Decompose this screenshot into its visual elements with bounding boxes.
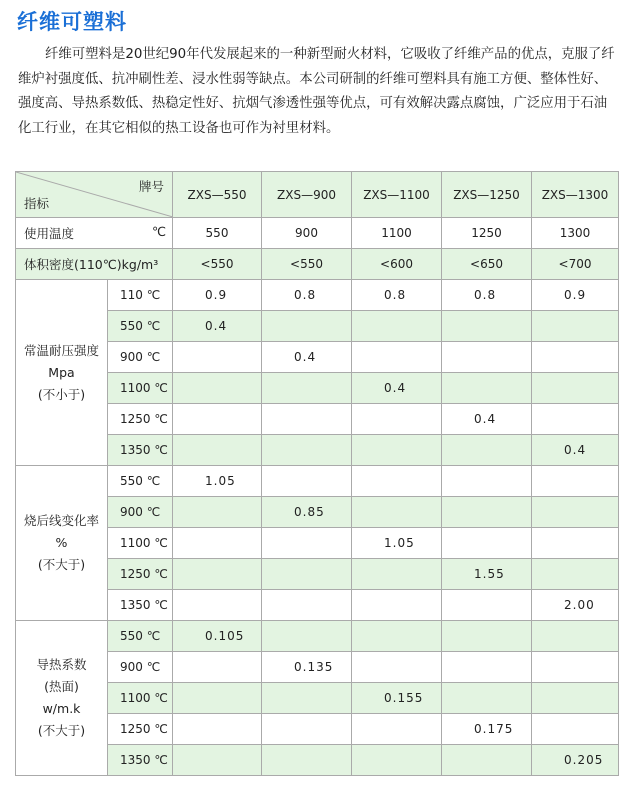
table-cell: 0.105	[173, 621, 262, 652]
table-cell	[532, 342, 619, 373]
table-cell	[173, 373, 262, 404]
table-cell: <650	[442, 249, 532, 280]
corner-cell	[16, 172, 173, 218]
page-title: 纤维可塑料	[17, 10, 127, 34]
table-cell	[442, 311, 532, 342]
intro-paragraph: 纤维可塑料是20世纪90年代发展起来的一种新型耐火材料，它吸收了纤维产品的优点，克服了纤维炉衬强度低、抗冲刷性差、浸水性弱等缺点。本公司研制的纤维可塑料具有施工方便、整体性好、强度高、导热系数低、热稳定性好、抗烟气渗透性强等优点，可有效解决露点腐蚀，广泛应用于石油化工行业，在其它相似的热工设备也可作为衬里材料。	[18, 47, 615, 136]
corner-top-label: 牌号	[138, 179, 164, 194]
table-cell: 0.4	[532, 435, 619, 466]
table-cell: 0.4	[442, 404, 532, 435]
spec-table	[15, 171, 619, 776]
table-cell: 0.8	[442, 280, 532, 311]
shrinkage-group-label-line: 烧后线变化率	[23, 513, 99, 528]
table-cell: 1.05	[352, 528, 442, 559]
table-cell	[442, 435, 532, 466]
table-cell	[262, 621, 352, 652]
corner-bottom-label: 指标	[24, 196, 50, 211]
table-cell	[532, 404, 619, 435]
table-cell	[532, 528, 619, 559]
table-cell: 1300	[532, 218, 619, 249]
table-cell	[442, 342, 532, 373]
table-cell	[262, 745, 352, 776]
table-cell	[352, 621, 442, 652]
table-cell: 0.8	[262, 280, 352, 311]
strength-group-label-line: Mpa	[48, 364, 75, 380]
table-cell: 0.85	[262, 497, 352, 528]
header-row	[16, 172, 619, 218]
table-cell: 0.9	[532, 280, 619, 311]
temperature-label: 1100 ℃	[108, 373, 173, 404]
table-cell: 1.05	[173, 466, 262, 497]
temperature-label: 1350 ℃	[108, 745, 173, 776]
table-cell	[532, 683, 619, 714]
table-cell: 0.4	[173, 311, 262, 342]
table-cell	[532, 559, 619, 590]
table-cell	[262, 714, 352, 745]
table-cell	[352, 497, 442, 528]
table-cell: 0.175	[442, 714, 532, 745]
table-cell	[442, 652, 532, 683]
strength-group-label-line: 常温耐压强度	[23, 342, 99, 358]
table-cell	[262, 590, 352, 621]
table-cell	[532, 466, 619, 497]
table-cell	[352, 311, 442, 342]
temperature-label: 900 ℃	[108, 497, 173, 528]
table-cell: <700	[532, 249, 619, 280]
grade-header: ZXS—1300	[532, 172, 619, 218]
table-cell: 1.55	[442, 559, 532, 590]
table-cell	[262, 466, 352, 497]
temperature-label: 900 ℃	[108, 652, 173, 683]
grade-header: ZXS—550	[173, 172, 262, 218]
use-temp-unit: ℃	[151, 224, 166, 239]
conductivity-group-label-line: (热面)	[44, 679, 79, 694]
table-cell	[262, 404, 352, 435]
table-cell	[352, 745, 442, 776]
temperature-label: 550 ℃	[108, 466, 173, 497]
conductivity-group-label	[16, 621, 108, 776]
table-cell: 0.4	[352, 373, 442, 404]
shrinkage-group-label-line: %	[55, 535, 68, 550]
table-cell	[442, 621, 532, 652]
table-row	[16, 280, 619, 311]
table-cell	[173, 497, 262, 528]
table-cell	[442, 745, 532, 776]
temperature-label: 1250 ℃	[108, 714, 173, 745]
table-cell	[442, 466, 532, 497]
table-cell: 2.00	[532, 590, 619, 621]
strength-group-label-line: (不小于)	[37, 386, 86, 402]
shrinkage-group-label	[16, 466, 108, 621]
temperature-label: 1100 ℃	[108, 683, 173, 714]
temperature-label: 110 ℃	[108, 280, 173, 311]
table-cell	[173, 745, 262, 776]
conductivity-group-label-line: w/m.k	[42, 701, 81, 716]
temperature-label: 550 ℃	[108, 621, 173, 652]
temperature-label: 550 ℃	[108, 311, 173, 342]
table-cell: 1250	[442, 218, 532, 249]
table-cell	[262, 311, 352, 342]
table-cell: 0.8	[352, 280, 442, 311]
table-cell	[352, 714, 442, 745]
table-cell: 0.4	[262, 342, 352, 373]
table-cell	[532, 652, 619, 683]
table-cell	[352, 404, 442, 435]
table-cell	[532, 373, 619, 404]
table-cell	[262, 373, 352, 404]
table-cell	[173, 435, 262, 466]
table-cell	[173, 528, 262, 559]
strength-group-label	[16, 280, 108, 466]
conductivity-group-label-line: 导热系数	[36, 657, 87, 672]
density-row	[16, 249, 619, 280]
temperature-label: 1250 ℃	[108, 559, 173, 590]
table-cell: <600	[352, 249, 442, 280]
table-cell: <550	[173, 249, 262, 280]
grade-header: ZXS—1250	[442, 172, 532, 218]
temperature-label: 1100 ℃	[108, 528, 173, 559]
table-cell	[352, 342, 442, 373]
conductivity-group-label-line: (不大于)	[37, 723, 86, 738]
table-cell	[442, 528, 532, 559]
table-cell	[262, 559, 352, 590]
table-cell	[173, 404, 262, 435]
table-cell: 0.9	[173, 280, 262, 311]
temperature-label: 900 ℃	[108, 342, 173, 373]
temperature-label: 1250 ℃	[108, 404, 173, 435]
table-cell	[173, 683, 262, 714]
table-cell	[262, 435, 352, 466]
table-cell	[173, 714, 262, 745]
shrinkage-group-label-line: (不大于)	[37, 557, 86, 572]
table-cell	[352, 435, 442, 466]
table-cell	[442, 590, 532, 621]
table-cell	[442, 497, 532, 528]
temperature-label: 1350 ℃	[108, 590, 173, 621]
grade-header: ZXS—900	[262, 172, 352, 218]
table-cell: 550	[173, 218, 262, 249]
grade-header: ZXS—1100	[352, 172, 442, 218]
table-cell	[173, 342, 262, 373]
table-cell	[532, 621, 619, 652]
table-cell	[352, 559, 442, 590]
table-cell	[262, 528, 352, 559]
table-row	[16, 621, 619, 652]
table-cell	[352, 590, 442, 621]
density-label: 体积密度(110℃)kg/m³	[16, 249, 173, 280]
table-cell	[352, 652, 442, 683]
use-temp-row	[16, 218, 619, 249]
table-cell	[532, 497, 619, 528]
table-cell: 0.135	[262, 652, 352, 683]
table-cell	[262, 683, 352, 714]
table-cell: 0.205	[532, 745, 619, 776]
table-cell	[442, 373, 532, 404]
table-cell: 1100	[352, 218, 442, 249]
table-cell: 0.155	[352, 683, 442, 714]
table-cell	[532, 714, 619, 745]
table-cell	[532, 311, 619, 342]
use-temp-name: 使用温度	[24, 226, 75, 241]
table-cell	[352, 466, 442, 497]
table-cell: <550	[262, 249, 352, 280]
table-cell	[173, 590, 262, 621]
table-cell	[173, 652, 262, 683]
use-temp-label	[16, 218, 173, 249]
temperature-label: 1350 ℃	[108, 435, 173, 466]
table-cell	[173, 559, 262, 590]
table-cell	[442, 683, 532, 714]
table-cell: 900	[262, 218, 352, 249]
table-row	[16, 466, 619, 497]
